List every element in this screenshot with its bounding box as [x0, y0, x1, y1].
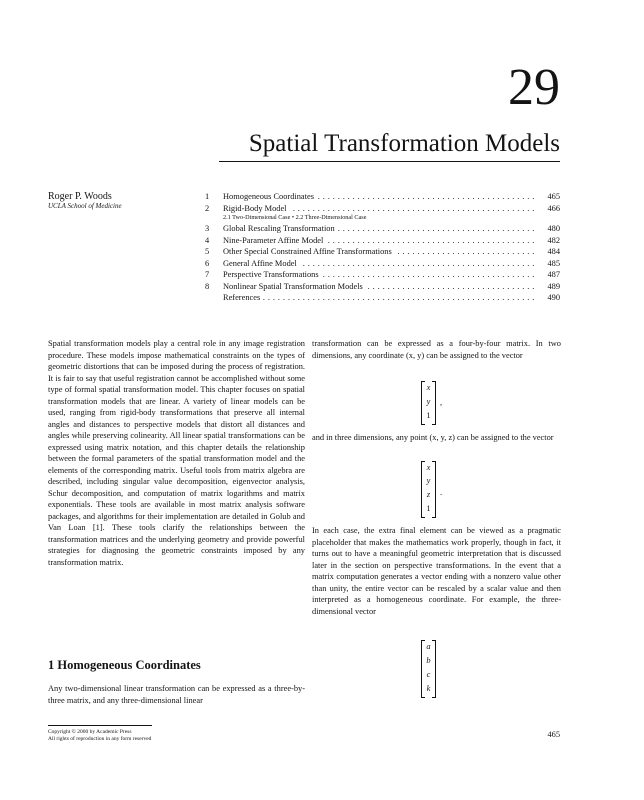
footer-rule	[48, 725, 152, 726]
section-text: Any two-dimensional linear transformation can be expressed as a three-by-three matrix, and any three-dimensional linear	[48, 684, 305, 705]
toc-row[interactable]	[205, 203, 560, 215]
toc-row[interactable]	[205, 281, 560, 293]
toc-row[interactable]	[205, 246, 560, 258]
rights-line: All rights of reproduction in any form reserved	[48, 736, 152, 742]
section-heading: 1 Homogeneous Coordinates	[48, 658, 201, 672]
vector-entry: y	[426, 476, 431, 485]
toc-page: 465	[547, 192, 560, 201]
vector-entry: b	[426, 656, 431, 665]
toc-label: Perspective Transformations	[223, 270, 322, 279]
toc-row[interactable]	[205, 191, 560, 203]
paragraph: and in three dimensions, any point (x, y, z) can be assigned to the vector	[312, 433, 554, 442]
toc-page: 466	[547, 203, 560, 213]
title-rule	[219, 161, 560, 162]
toc-page: 489	[547, 281, 560, 291]
vector-entry: 1	[426, 504, 431, 513]
toc-page: 480	[547, 224, 560, 233]
abstract-text: Spatial transformation models play a central role in any image registration procedure. These models impose mathematical constraints on the types of geometric distortions that can be imposed during the process of registration. It is fair to say that useful registration cannot be accomplished without some type of formal spatial transformation model. This chapter focuses on spatial transformation models that are linear. A variety of linear models can be used, ranging from rigid-body transformations that preserve all internal angles and distances to perspective models that distort all distances and angles while preserving colinearity. All linear spatial transformations can be expressed using matrix notation, and this chapter details the relationship between the formal parameters of the spatial transformation model and the elements of the corresponding matrix. Useful tools from matrix algebra are described, including singular value decomposition, eigenvector analysis, Schur decomposition, and computation of matrix logarithms and matrix exponentials. These tools are available in most matrix analysis software packages, and algorithms for their implementation are detailed in Golub and Van Loan [1]. These tools clarify the relationships between the transformation matrices and the underlying geometry and provide powerful strategies for diagnosing the geometric constraints imposed by any transformation matrix.	[48, 339, 305, 567]
toc-subsections: 2.1 Two-Dimensional Case • 2.2 Three-Dimensional Case	[223, 214, 367, 221]
vector-entry: y	[426, 397, 431, 406]
toc-label: Homogeneous Coordinates	[223, 192, 317, 201]
vector-example	[421, 640, 436, 698]
toc-label: Nonlinear Spatial Transformation Models	[223, 282, 366, 291]
vector-entry: c	[426, 670, 431, 679]
toc-label: References	[223, 293, 263, 302]
chapter-number: 29	[508, 59, 560, 116]
toc-label: Nine-Parameter Affine Model	[223, 236, 326, 245]
toc-number: 1	[205, 192, 210, 201]
vector-entry: x	[426, 463, 431, 472]
toc-number: 2	[205, 203, 210, 213]
toc-label: General Affine Model	[223, 259, 300, 268]
vector-3d	[421, 461, 436, 518]
toc-number: 6	[205, 258, 210, 268]
abstract	[48, 338, 305, 568]
vector-entry: z	[426, 490, 431, 499]
author-affiliation: UCLA School of Medicine	[48, 202, 122, 210]
toc-number: 3	[205, 224, 210, 233]
toc-number: 8	[205, 281, 210, 291]
vector-entry: k	[426, 684, 431, 693]
toc-row[interactable]	[205, 269, 560, 281]
toc-page: 487	[547, 270, 560, 279]
toc-page: 490	[547, 293, 560, 302]
table-of-contents	[205, 191, 560, 304]
footer-copyright	[48, 729, 151, 743]
toc-row[interactable]	[205, 223, 560, 235]
vector-comma: ,	[440, 398, 443, 407]
toc-page: 484	[547, 247, 560, 256]
toc-page: 485	[547, 258, 560, 268]
paragraph: transformation can be expressed as a four-by-four matrix. In two dimensions, any coordinate (x, y) can be assigned to the vector	[312, 339, 561, 360]
toc-label: Rigid-Body Model	[223, 204, 290, 213]
right-column-p2	[312, 432, 561, 444]
copyright-line: Copyright © 2000 by Academic Press	[48, 729, 132, 735]
toc-number: 5	[205, 247, 210, 256]
toc-page: 482	[547, 235, 560, 245]
toc-label: Global Rescaling Transformation	[223, 224, 338, 233]
toc-row[interactable]	[205, 235, 560, 247]
author-name: Roger P. Woods	[48, 191, 112, 202]
vector-2d	[421, 381, 436, 425]
toc-number: 7	[205, 270, 210, 279]
page-number: 465	[547, 730, 560, 739]
toc-number: 4	[205, 235, 210, 245]
right-column-p3	[312, 525, 561, 617]
right-column-p1	[312, 338, 561, 361]
paragraph: In each case, the extra final element can be viewed as a pragmatic placeholder that makes the mathematics work properly, though in fact, it turns out to have a meaningful geometric interpretation that is discussed later in the section on perspective transformations. In the event that a matrix computation generates a vector ending with a nonzero value other than unity, the entire vector can be rescaled by a scalar value and then interpreted as a homogeneous coordinate. For example, the three-dimensional vector	[312, 526, 561, 616]
vector-entry: a	[426, 642, 431, 651]
toc-label: Other Special Constrained Affine Transformations	[223, 247, 395, 256]
vector-period: .	[440, 488, 443, 497]
vector-entry: x	[426, 383, 431, 392]
vector-entry: 1	[426, 411, 431, 420]
chapter-title: Spatial Transformation Models	[248, 130, 560, 157]
toc-row[interactable]	[205, 258, 560, 270]
toc-row[interactable]	[205, 292, 560, 304]
